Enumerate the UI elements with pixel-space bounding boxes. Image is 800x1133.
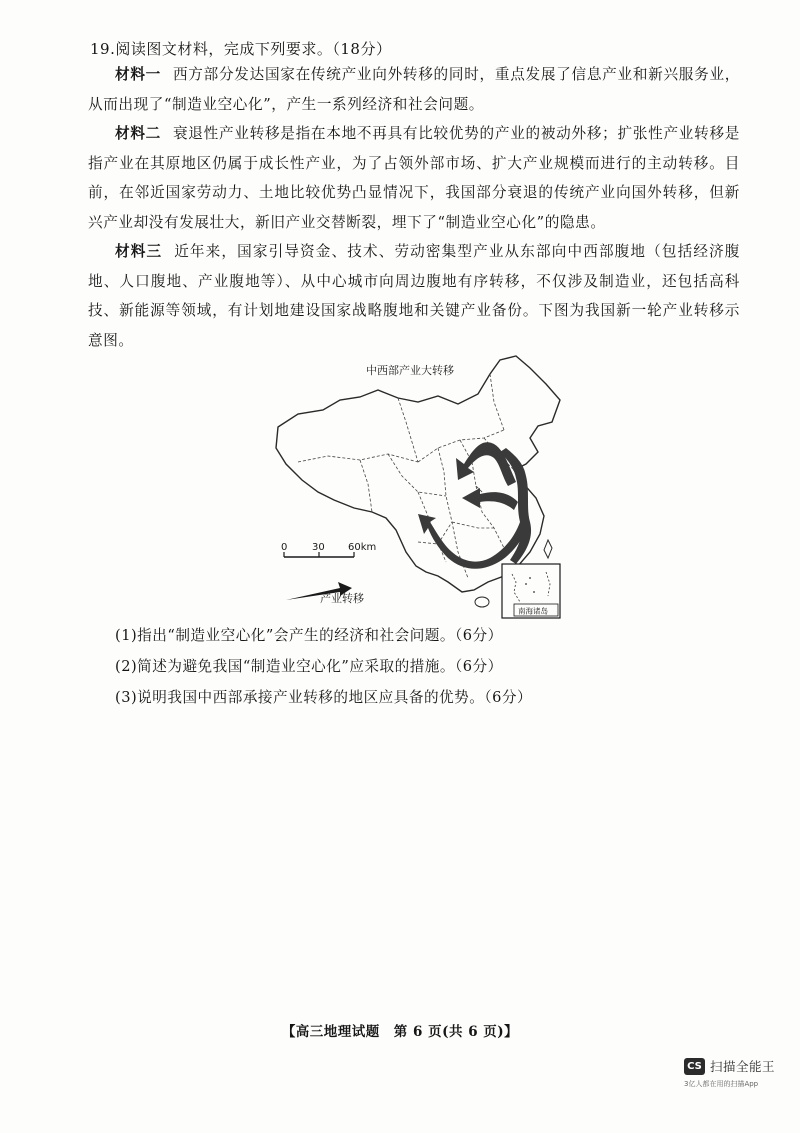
material-1	[88, 60, 740, 119]
material-2-text: 衰退性产业转移是指在本地不再具有比较优势的产业的被动外移；扩张性产业转移是指产业在其原地区仍属于成长性产业，为了占领外部市场、扩大产业规模而进行的主动转移。目前，在邻近国家劳动力、土地比较优势凸显情况下，我国部分衰退的传统产业向国外转移，但新兴产业却没有发展壮大，新旧产业交替断裂，埋下了“制造业空心化”的隐患。	[88, 125, 740, 231]
scale-label-60km: 60km	[348, 542, 377, 553]
scale-label-0: 0	[281, 542, 288, 553]
industry-transfer-map	[268, 352, 568, 632]
sub-question-3: (3)说明我国中西部承接产业转移的地区应具备的优势。（6分）	[115, 689, 533, 706]
watermark-tagline: 3亿人都在用的扫描App	[684, 1080, 759, 1088]
sub-question-2: (2)简述为避免我国“制造业空心化”应采取的措施。（6分）	[115, 658, 503, 675]
legend-label: 产业转移	[320, 592, 364, 605]
inset-label: 南海诸岛	[518, 606, 548, 616]
watermark-app-name: 扫描全能王	[710, 1059, 776, 1074]
map-title: 中西部产业大转移	[366, 364, 454, 377]
scale-bar	[281, 542, 376, 557]
material-1-label: 材料一	[115, 66, 161, 83]
page-footer: 【高三地理试题 第 6 页(共 6 页)】	[281, 1024, 519, 1040]
south-china-sea-inset	[502, 564, 560, 618]
transfer-arrow-middle	[462, 488, 518, 510]
transfer-arrows	[418, 442, 531, 569]
hainan-island	[475, 597, 489, 607]
material-2	[88, 119, 740, 237]
material-2-label: 材料二	[115, 125, 161, 142]
scanner-watermark	[684, 1056, 794, 1096]
material-1-text: 西方部分发达国家在传统产业向外转移的同时，重点发展了信息产业和新兴服务业，从而出现了“制造业空心化”，产生一系列经济和社会问题。	[88, 66, 740, 113]
material-3-label: 材料三	[115, 243, 163, 260]
question-title: 19.阅读图文材料，完成下列要求。（18分）	[90, 40, 392, 58]
scale-label-30: 30	[312, 542, 325, 553]
taiwan-island	[544, 540, 552, 558]
material-3-text: 近年来，国家引导资金、技术、劳动密集型产业从东部向中西部腹地（包括经济腹地、人口腹地、产业腹地等）、从中心城市向周边腹地有序转移，不仅涉及制造业，还包括高科技、新能源等领域，有计划地建设国家战略腹地和关键产业备份。下图为我国新一轮产业转移示意图。	[88, 243, 740, 349]
material-3	[88, 237, 740, 355]
sub-question-1: (1)指出“制造业空心化”会产生的经济和社会问题。（6分）	[115, 627, 503, 644]
camscanner-logo-icon: CS	[684, 1058, 705, 1075]
legend	[286, 582, 364, 605]
province-borders	[298, 374, 514, 578]
